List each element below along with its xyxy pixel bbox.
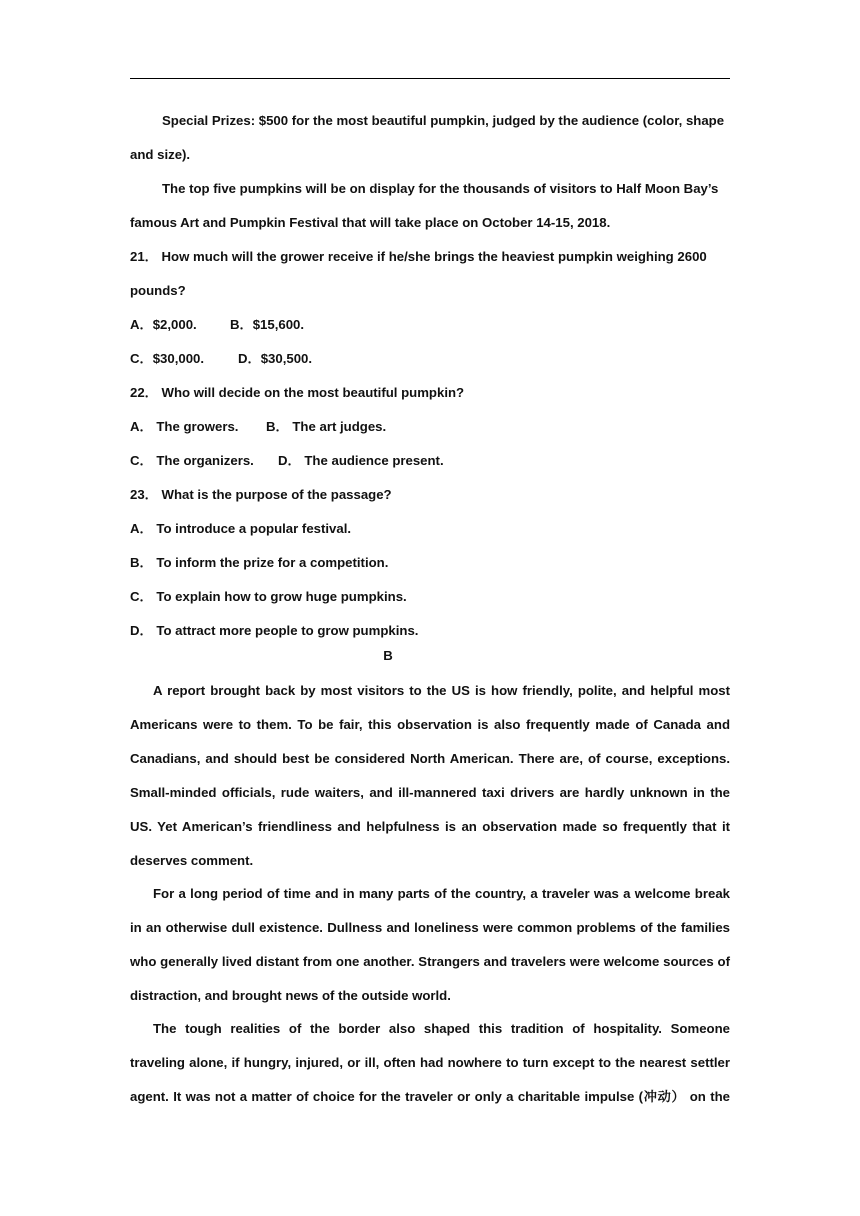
passage-paragraph-1-line-3: Canadians, and should best be considered North American. There are, of course, exceptions. (130, 751, 730, 766)
question-21-options-row-1 (130, 315, 730, 335)
option-c[interactable]: C．$30,000. (130, 351, 205, 366)
passage-paragraph-3-line-1: The tough realities of the border also shaped this tradition of hospitality. Someone (153, 1021, 730, 1036)
question-21-stem-line-2: pounds? (130, 283, 186, 298)
passage-paragraph-3-line-2: traveling alone, if hungry, injured, or ill, often had nowhere to turn except to the nearest settler (130, 1055, 730, 1070)
section-b-heading: B (383, 648, 393, 663)
question-21-stem-line-1: 21． How much will the grower receive if he/she brings the heaviest pumpkin weighing 2600 (130, 249, 707, 264)
passage-paragraph-1-line-2: Americans were to them. To be fair, this observation is also frequently made of Canada and (130, 717, 730, 732)
question-22-stem: 22． Who will decide on the most beautiful pumpkin? (130, 385, 465, 400)
passage-paragraph-2-line-3: who generally lived distant from one another. Strangers and travelers were welcome sources of (130, 954, 730, 969)
question-23-option-b[interactable]: B． To inform the prize for a competition. (130, 555, 389, 570)
option-d[interactable]: D．$30,500. (238, 351, 313, 366)
special-prizes-line-1: Special Prizes: $500 for the most beautiful pumpkin, judged by the audience (color, shape (162, 113, 725, 128)
passage-paragraph-1-line-6: deserves comment. (130, 853, 254, 868)
option-a[interactable]: A． The growers. (130, 419, 239, 434)
question-22-options-row-2 (130, 451, 730, 471)
question-21-options-row-2 (130, 349, 730, 369)
question-23-stem: 23． What is the purpose of the passage? (130, 487, 392, 502)
question-23-option-d[interactable]: D． To attract more people to grow pumpkins. (130, 623, 419, 638)
passage-paragraph-2-line-4: distraction, and brought news of the outside world. (130, 988, 451, 1003)
passage-paragraph-3-line-3: agent. It was not a matter of choice for the traveler or only a charitable impulse (冲动） on the (130, 1089, 730, 1104)
passage-paragraph-1-line-1: A report brought back by most visitors to the US is how friendly, polite, and helpful most (153, 683, 730, 698)
question-23-option-c[interactable]: C． To explain how to grow huge pumpkins. (130, 589, 407, 604)
passage-paragraph-2-line-1: For a long period of time and in many parts of the country, a traveler was a welcome break (153, 886, 730, 901)
option-b[interactable]: B． The art judges. (266, 419, 387, 434)
passage-paragraph-2-line-2: in an otherwise dull existence. Dullness and loneliness were common problems of the families (130, 920, 730, 935)
passage-paragraph-1-line-5: US. Yet American’s friendliness and helpfulness is an observation made so frequently that it (130, 819, 730, 834)
top-five-line-1: The top five pumpkins will be on display for the thousands of visitors to Half Moon Bay’s (162, 181, 719, 196)
option-a[interactable]: A．$2,000. (130, 317, 197, 332)
top-five-line-2: famous Art and Pumpkin Festival that will take place on October 14-15, 2018. (130, 215, 611, 230)
option-d[interactable]: D． The audience present. (278, 453, 444, 468)
header-rule (130, 78, 730, 79)
question-22-options-row-1 (130, 417, 730, 437)
option-b[interactable]: B．$15,600. (230, 317, 305, 332)
passage-paragraph-1-line-4: Small-minded officials, rude waiters, and ill-mannered taxi drivers are hardly unknown in the (130, 785, 730, 800)
option-c[interactable]: C． The organizers. (130, 453, 254, 468)
question-23-option-a[interactable]: A． To introduce a popular festival. (130, 521, 352, 536)
special-prizes-line-2: and size). (130, 147, 191, 162)
